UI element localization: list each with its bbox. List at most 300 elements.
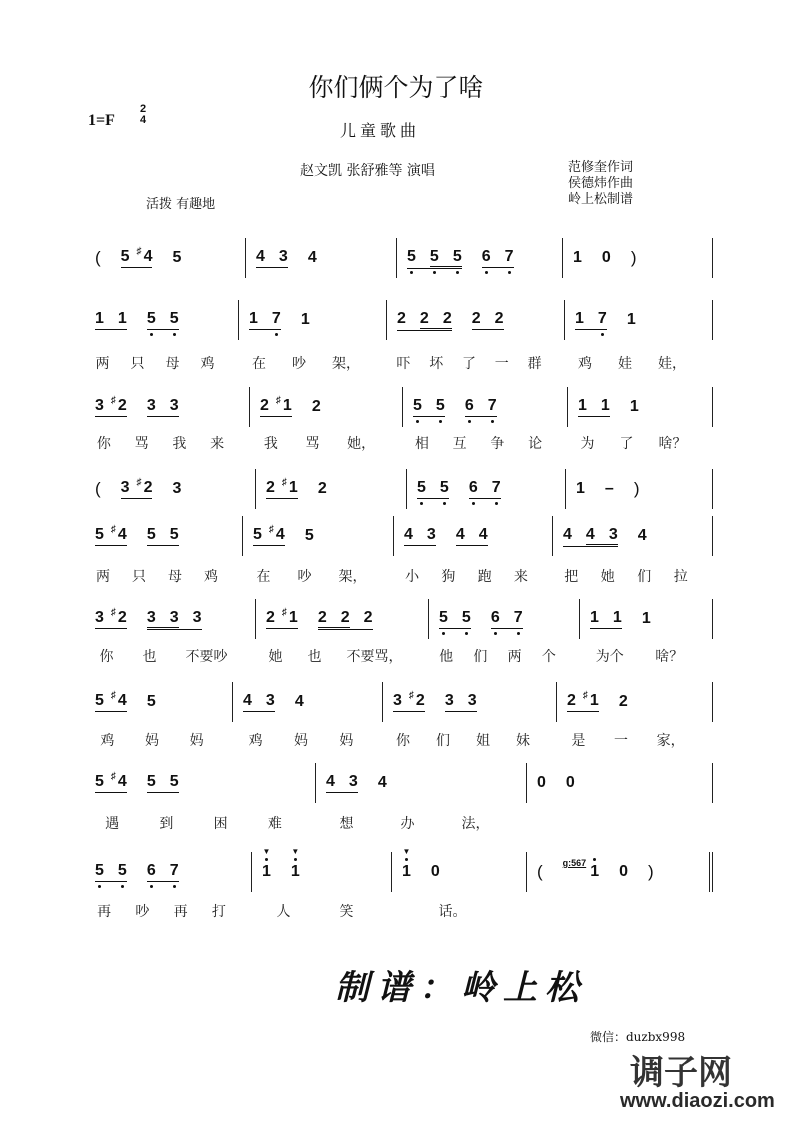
note — [170, 609, 179, 627]
low-octave-dot — [601, 333, 604, 336]
note — [431, 863, 440, 881]
note-digit: 1 — [290, 863, 300, 880]
lyric-syllable: 你 — [96, 436, 111, 452]
sharp-icon: ♯ — [110, 771, 116, 782]
beamed-group — [256, 248, 288, 268]
note-digit: 4 — [455, 526, 465, 543]
note — [393, 692, 402, 710]
measure — [252, 847, 392, 892]
measure — [85, 599, 256, 639]
note-digit: 6 — [146, 862, 156, 879]
lyric-syllable: 他 — [439, 649, 454, 665]
low-octave-dot — [491, 420, 494, 423]
note-digit: 2 — [363, 609, 373, 626]
beamed-group — [147, 397, 179, 417]
note — [563, 526, 572, 544]
lyric-syllable: 鸡 — [248, 733, 263, 749]
note-digit: 1 — [282, 397, 292, 414]
measure — [243, 516, 394, 556]
note-digit: 2 — [266, 609, 275, 626]
sharp-icon: ♯ — [110, 607, 116, 618]
lyrics-measure — [568, 433, 713, 453]
lyrics-measure — [85, 353, 239, 373]
lyric-syllable: 妈 — [293, 733, 308, 749]
sharp-icon: ♯ — [582, 690, 588, 701]
measure — [527, 763, 713, 803]
note-digit: 3 — [278, 248, 288, 265]
lyrics-measure — [85, 646, 256, 666]
note — [95, 609, 104, 627]
lyric-syllable: 到 — [159, 816, 174, 832]
lyric-syllable: 妈 — [144, 733, 159, 749]
note — [575, 310, 584, 328]
note — [268, 524, 285, 544]
note-digit: 4 — [585, 525, 595, 543]
lyric-syllable: 你 — [99, 649, 114, 665]
beamed-group — [445, 692, 477, 712]
key-signature: 1=F — [88, 112, 115, 129]
note — [514, 609, 523, 627]
lyric-syllable: 娃， — [658, 356, 686, 372]
staff-system — [85, 763, 713, 803]
low-octave-dot — [495, 502, 498, 505]
note-digit: 3 — [393, 692, 402, 709]
note — [638, 527, 647, 545]
note — [590, 863, 599, 881]
lyric-syllable: 争 — [490, 436, 505, 452]
note — [318, 609, 327, 627]
lyrics-measure — [557, 730, 713, 750]
measure — [256, 599, 429, 639]
note — [266, 692, 275, 710]
note-digit: 4 — [275, 526, 285, 543]
note-digit: 2 — [415, 692, 425, 709]
measure — [566, 469, 713, 509]
lyric-syllable: 在 — [252, 356, 266, 372]
note-digit: 5 — [407, 248, 416, 265]
note — [95, 692, 104, 710]
note — [427, 526, 436, 544]
sharp-icon: ♯ — [275, 395, 281, 406]
note — [279, 248, 288, 266]
note-digit: 1 — [629, 398, 639, 415]
note-digit: 4 — [243, 692, 252, 709]
lyrics-measure — [387, 353, 565, 373]
lyric-syllable: 狗 — [441, 569, 456, 585]
note — [193, 609, 202, 627]
note — [95, 397, 104, 415]
low-octave-dot — [150, 333, 153, 336]
lyric-syllable: 我 — [172, 436, 187, 452]
note — [453, 248, 462, 266]
lyric-syllable: 难 — [267, 816, 282, 832]
note-digit: 0 — [537, 774, 546, 791]
note — [110, 690, 127, 710]
measure — [394, 516, 553, 556]
staff-system — [85, 682, 713, 722]
beamed-group — [472, 310, 504, 330]
lyric-syllable: 妈 — [339, 733, 354, 749]
note-digit: 1 — [590, 609, 599, 626]
note-digit: 5 — [146, 693, 156, 710]
lyric-syllable: 骂 — [134, 436, 149, 452]
lyric-syllable: 论 — [528, 436, 543, 452]
note-digit: 1 — [288, 479, 298, 496]
note-digit: 1 — [95, 310, 104, 327]
arranger-signature: 制谱：岭上松 — [335, 968, 587, 1008]
note — [170, 397, 179, 415]
note — [627, 311, 636, 329]
measure — [403, 387, 568, 427]
measure — [527, 852, 713, 892]
note — [147, 310, 156, 328]
note-digit: 5 — [169, 773, 179, 790]
note-digit: 1 — [590, 863, 600, 880]
note-digit: 2 — [419, 309, 429, 327]
note-digit: 1 — [262, 863, 271, 880]
parenthesis: ( — [95, 479, 101, 498]
note — [445, 692, 454, 710]
lyric-syllable: 娃 — [618, 356, 632, 372]
note — [170, 310, 179, 328]
note — [462, 609, 471, 627]
lyrics-measure — [392, 901, 527, 921]
note — [586, 526, 595, 544]
note-digit: 5 — [95, 526, 104, 543]
note-digit: 4 — [143, 248, 153, 265]
note-digit: 3 — [120, 479, 130, 496]
lyric-syllable: 架， — [332, 356, 360, 372]
lyric-syllable: 为个 — [595, 649, 624, 665]
lyric-syllable: 把 — [564, 569, 579, 585]
low-octave-dot — [173, 885, 176, 888]
measure — [563, 238, 713, 278]
beamed-group — [563, 526, 618, 547]
note — [326, 773, 335, 791]
note — [420, 310, 429, 328]
lyric-syllable: 法， — [461, 816, 490, 832]
lyric-syllable: 坏 — [429, 356, 444, 372]
note — [468, 692, 477, 710]
beamed-group — [578, 397, 610, 417]
note-digit: 1 — [578, 397, 587, 414]
measure — [85, 387, 250, 427]
beamed-group — [404, 526, 436, 546]
measure — [383, 682, 557, 722]
note-digit: 5 — [120, 248, 130, 265]
note-digit: 3 — [146, 397, 156, 414]
lyrics-measure — [85, 813, 316, 833]
sharp-icon: ♯ — [408, 690, 414, 701]
note — [121, 248, 130, 266]
note-digit: 1 — [589, 692, 599, 709]
note — [110, 771, 127, 791]
lyric-syllable: 们 — [473, 649, 488, 665]
measure — [85, 516, 243, 556]
staff-system — [85, 847, 713, 892]
lyric-syllable: 两 — [95, 356, 110, 372]
measure — [580, 599, 713, 639]
beamed-group — [147, 609, 179, 628]
note — [147, 693, 156, 711]
note-digit: 3 — [265, 692, 275, 709]
note-digit: 1 — [612, 609, 622, 626]
lyrics-measure — [403, 433, 568, 453]
low-octave-dot — [150, 885, 153, 888]
note-digit: 4 — [307, 249, 317, 266]
note — [121, 479, 130, 497]
low-octave-dot — [98, 885, 101, 888]
parenthesis: ) — [648, 862, 654, 881]
note — [249, 310, 258, 328]
lyric-syllable: 困 — [213, 816, 228, 832]
low-octave-dot — [275, 333, 278, 336]
note-digit: 7 — [504, 248, 514, 265]
note — [609, 526, 618, 544]
lyric-syllable: 想 — [339, 816, 354, 832]
note — [147, 862, 156, 880]
note — [456, 526, 465, 544]
note-digit: 6 — [481, 248, 491, 265]
measure — [387, 300, 565, 340]
note-digit: 4 — [117, 773, 127, 790]
lyrics-measure — [252, 901, 392, 921]
measure — [85, 763, 316, 803]
staff-system — [85, 516, 713, 556]
note — [469, 479, 478, 497]
lyric-syllable: 一 — [613, 733, 628, 749]
beamed-group — [147, 526, 179, 546]
beamed-group — [95, 692, 127, 712]
note-digit: 2 — [266, 479, 275, 496]
note — [118, 310, 127, 328]
note-digit: 6 — [464, 397, 474, 414]
lyric-syllable: 也 — [142, 649, 157, 665]
note-digit: 5 — [146, 773, 156, 790]
sharp-icon: ♯ — [110, 524, 116, 535]
note — [605, 480, 614, 498]
beamed-group — [318, 609, 373, 630]
note-digit: 1 — [573, 249, 582, 266]
note — [566, 774, 575, 792]
lyrics-measure — [85, 433, 250, 453]
note-digit: 3 — [169, 608, 179, 626]
note — [262, 847, 271, 881]
note — [312, 398, 321, 416]
note-digit: 1 — [600, 397, 610, 414]
lyric-syllable: 她 — [600, 569, 615, 585]
note-digit: 3 — [146, 608, 156, 626]
note-digit: 2 — [567, 692, 576, 709]
note-digit: 3 — [169, 397, 179, 414]
low-octave-dot — [416, 420, 419, 423]
staff-system — [85, 387, 713, 427]
note — [266, 609, 275, 627]
note-digit: 5 — [304, 527, 314, 544]
lyric-syllable: 也 — [307, 649, 322, 665]
staff-system — [85, 238, 713, 278]
note-digit: 1 — [288, 609, 298, 626]
lyric-syllable: 笑 — [339, 904, 354, 920]
note — [147, 609, 156, 627]
lyric-syllable: 鸡 — [200, 356, 215, 372]
beamed-group — [567, 692, 599, 712]
note-digit: 5 — [169, 526, 179, 543]
note-digit: 2 — [494, 310, 504, 327]
beamed-group — [456, 526, 488, 546]
time-signature — [140, 104, 146, 126]
note-digit: 5 — [253, 526, 262, 543]
measure — [239, 300, 387, 340]
beamed-group — [491, 609, 523, 629]
parenthesis: ( — [95, 248, 101, 267]
measure — [557, 682, 713, 722]
high-octave-dot — [593, 858, 596, 861]
beamed-group — [439, 609, 471, 629]
note — [95, 526, 104, 544]
note-digit: 3 — [172, 480, 182, 497]
lyrics-measure — [394, 566, 553, 586]
note-digit: 1 — [626, 311, 636, 328]
note-digit: 4 — [326, 773, 335, 790]
lyric-syllable: 鸡 — [204, 569, 218, 585]
arranger: 岭上松制谱 — [568, 192, 634, 207]
time-top: 2 — [140, 103, 147, 115]
note — [472, 310, 481, 328]
lyric-syllable: 只 — [130, 356, 145, 372]
note — [260, 397, 269, 415]
beamed-group — [95, 609, 127, 629]
note — [601, 397, 610, 415]
note — [275, 395, 292, 415]
note — [272, 310, 281, 328]
lyrics-measure — [239, 353, 387, 373]
beamed-group — [121, 479, 153, 499]
note — [495, 310, 504, 328]
note-digit: 6 — [468, 479, 478, 496]
note — [136, 246, 153, 266]
parenthesis: ) — [633, 479, 640, 498]
lyrics-measure — [316, 813, 527, 833]
note — [613, 609, 622, 627]
note — [619, 693, 628, 711]
low-octave-dot — [485, 271, 488, 274]
measure — [85, 469, 256, 509]
measure — [85, 238, 246, 278]
note-digit: 5 — [417, 479, 426, 496]
note-digit: 3 — [348, 773, 358, 790]
beamed-group — [397, 310, 452, 331]
beamed-group — [266, 479, 298, 499]
note — [443, 310, 452, 328]
accent-icon: ▼ — [291, 847, 300, 856]
note-digit: 5 — [439, 479, 449, 496]
note — [295, 693, 304, 711]
note — [172, 249, 181, 267]
note-digit: 1 — [641, 610, 651, 627]
note-digit: 2 — [311, 398, 321, 415]
note-digit: 5 — [439, 609, 448, 626]
note — [290, 847, 300, 881]
note — [147, 397, 156, 415]
note — [619, 863, 628, 881]
beamed-group — [266, 609, 298, 629]
sharp-icon: ♯ — [281, 607, 287, 618]
note-digit: 2 — [397, 310, 406, 327]
lyric-syllable: 她， — [347, 436, 376, 452]
low-octave-dot — [465, 632, 468, 635]
note — [465, 397, 474, 415]
note-digit: 6 — [490, 609, 500, 626]
note — [318, 480, 327, 498]
note-digit: – — [604, 480, 614, 497]
note — [147, 773, 156, 791]
note — [341, 609, 350, 627]
note — [417, 479, 426, 497]
lyric-syllable: 了 — [461, 356, 476, 372]
accent-icon: ▼ — [402, 847, 411, 856]
staff-system — [85, 469, 713, 509]
lyric-syllable: 吵 — [292, 356, 306, 372]
low-octave-dot — [173, 333, 176, 336]
lyrics-line — [85, 901, 713, 921]
wechat-contact: 微信：duzbx998 — [590, 1030, 686, 1044]
staff-system — [85, 300, 713, 340]
note — [430, 248, 439, 266]
lyric-syllable: 啥？ — [658, 436, 687, 452]
lyrics-measure — [527, 901, 713, 921]
note-digit: 5 — [146, 310, 156, 327]
note — [590, 609, 599, 627]
lyric-syllable: 互 — [452, 436, 467, 452]
note-digit: 7 — [271, 310, 281, 327]
note-digit: 2 — [117, 397, 127, 414]
note-digit: 0 — [565, 774, 575, 791]
lyrics-measure — [580, 646, 713, 666]
lyrics-measure — [250, 433, 403, 453]
low-octave-dot — [433, 271, 436, 274]
note — [170, 526, 179, 544]
beamed-group — [95, 773, 127, 793]
note — [407, 248, 416, 266]
note-digit: 5 — [435, 397, 445, 414]
lyric-syllable: 她 — [268, 649, 283, 665]
song-title: 你们俩个为了啥 — [308, 73, 484, 102]
beamed-group — [430, 248, 462, 267]
lyric-syllable: 不要吵 — [185, 649, 228, 665]
lyrics-measure — [565, 353, 713, 373]
note — [256, 248, 265, 266]
lyrics-line — [85, 433, 713, 453]
genre-subtitle: 儿童歌曲 — [340, 121, 421, 140]
measure — [233, 682, 383, 722]
note — [492, 479, 501, 497]
measure — [568, 387, 713, 427]
note — [110, 607, 127, 627]
beamed-group — [469, 479, 501, 499]
low-octave-dot — [410, 271, 413, 274]
sharp-icon: ♯ — [268, 524, 274, 535]
lyric-syllable: 家， — [656, 733, 685, 749]
note — [488, 397, 497, 415]
lyric-syllable: 两 — [96, 569, 110, 585]
note — [110, 395, 127, 415]
lyric-syllable: 妹 — [516, 733, 530, 749]
lyric-syllable: 姐 — [476, 733, 490, 749]
note — [408, 690, 425, 710]
note-digit: 4 — [294, 693, 304, 710]
note-digit: 0 — [430, 863, 440, 880]
